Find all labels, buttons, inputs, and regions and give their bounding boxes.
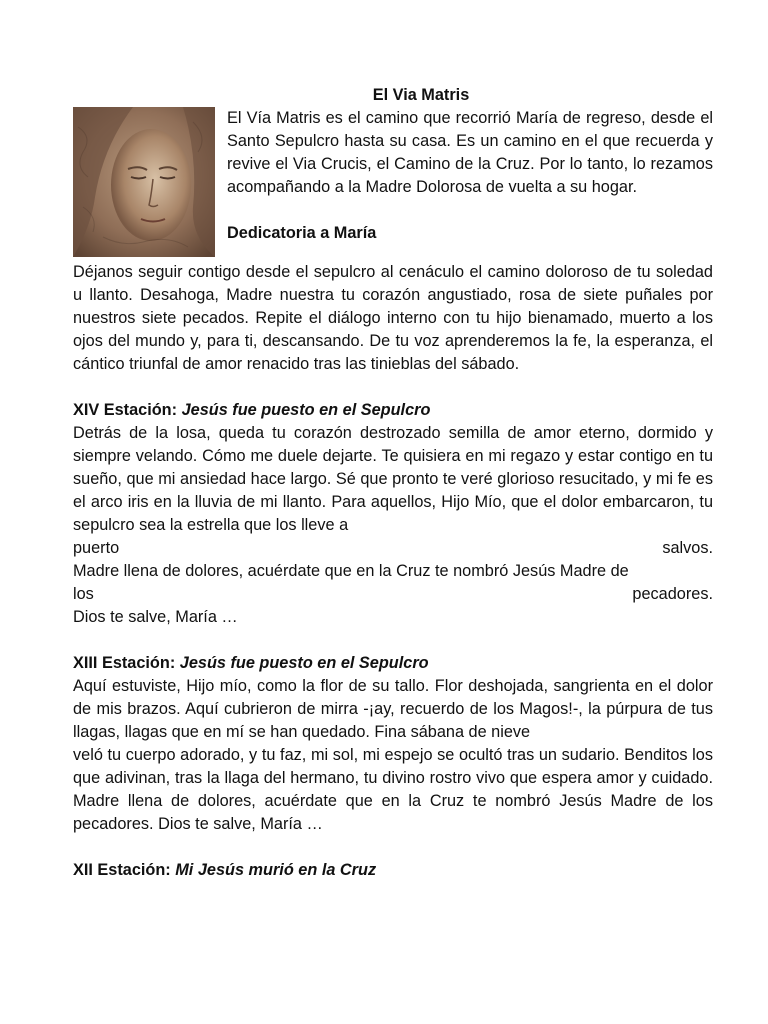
page-title: El Via Matris	[372, 86, 470, 104]
estacion-13-heading	[73, 652, 713, 675]
estacion-13-text-2: veló tu cuerpo adorado, y tu faz, mi sol, mi espejo se ocultó tras un sudario. Benditos los que adivinan, tras la llaga del hermano, tu divino rostro vivo que espera amor y cuidado. Madre llena de dolores, acuérdate que en la Cruz te nombró Jesús Madre de los pecadores. Dios te salve, María …	[73, 746, 713, 833]
estacion-14-label: XIV Estación:	[73, 401, 178, 419]
estacion-14-subtitle: Jesús fue puesto en el Sepulcro	[181, 401, 431, 419]
estacion-14-heading	[73, 399, 713, 422]
portrait-image	[73, 107, 215, 257]
estacion-14-text-2: Madre llena de dolores, acuérdate que en la Cruz te nombró Jesús Madre de	[73, 562, 629, 580]
estacion-13-label: XIII Estación:	[73, 654, 176, 672]
intro-paragraph: El Vía Matris es el camino que recorrió María de regreso, desde el Santo Sepulcro hasta su casa. Es un camino en el que recuerda y revive el Via Crucis, el Camino de la Cruz. Por lo tanto, lo rezamos acompañando a la Madre Dolorosa de vuelta a su hogar.	[227, 109, 713, 196]
estacion-14-line-b: los pecadores.	[73, 585, 713, 603]
estacion-14-closing: Dios te salve, María …	[73, 608, 238, 626]
estacion-12-subtitle: Mi Jesús murió en la Cruz	[175, 861, 377, 879]
estacion-14-text: Detrás de la losa, queda tu corazón destrozado semilla de amor eterno, dormido y siempre velando. Cómo me duele dejarte. Te quisiera en mi regazo y estar contigo en tu sueño, que mi ansiedad hace largo. Sé que pronto te veré glorioso resucitado, y mi fe es el arco iris en la lluvia de mi llanto. Para aquellos, Hijo Mío, que el dolor embarcaron, tu sepulcro sea la estrella que los lleve a	[73, 424, 713, 534]
estacion-12-heading	[73, 859, 713, 882]
dedicatoria-text: Déjanos seguir contigo desde el sepulcro al cenáculo el camino doloroso de tu soledad u llanto. Desahoga, Madre nuestra tu corazón angustiado, rosa de siete puñales por nuestros siete pecados. Repite el diálogo interno con tu hijo bienamado, muerto a los ojos del mundo y, para ti, descansando. De tu voz aprenderemos la fe, la esperanza, el cántico triunfal de amor renacido tras las tinieblas del sábado.	[73, 263, 713, 373]
estacion-13-text: Aquí estuviste, Hijo mío, como la flor de su tallo. Flor deshojada, sangrienta en el dolor de mis brazos. Aquí cubrieron de mirra -¡ay, recuerdo de los Magos!-, la púrpura de tus llagas, llagas que en mí se han quedado. Fina sábana de nieve	[73, 677, 713, 741]
document-body	[73, 84, 713, 882]
estacion-13-subtitle: Jesús fue puesto en el Sepulcro	[179, 654, 429, 672]
estacion-12-label: XII Estación:	[73, 861, 171, 879]
virgin-mary-portrait	[73, 107, 215, 257]
estacion-14-line-a: puerto salvos.	[73, 539, 713, 557]
dedicatoria-heading: Dedicatoria a María	[227, 224, 377, 242]
